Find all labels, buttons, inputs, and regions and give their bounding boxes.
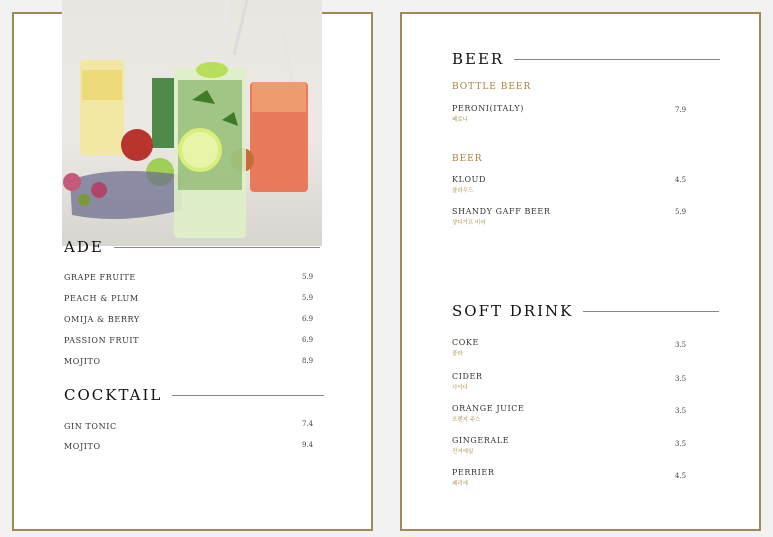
ade-item-price: 5.9 [302, 273, 314, 281]
soft-item-korean: 진저에일 [452, 449, 474, 455]
beer-item-price: 4.5 [675, 176, 687, 184]
cocktail-item-name: GIN TONIC [64, 422, 117, 431]
beer-item-price: 7.9 [675, 106, 687, 114]
ade-item-price: 8.9 [302, 357, 314, 365]
beer-title-text: BEER [452, 50, 505, 68]
soft-item-name: CIDER [452, 372, 483, 381]
soft-item-price: 4.5 [675, 472, 687, 480]
soft-item-price: 3.5 [675, 407, 687, 415]
ade-item-price: 5.9 [302, 294, 314, 302]
soft-item-name: PERRIER [452, 468, 495, 477]
soft-item-korean: 오렌지 주스 [452, 417, 481, 423]
ade-title [64, 238, 320, 256]
beer-item-korean: 클라우드 [452, 188, 474, 194]
beer-title [452, 50, 720, 68]
soft-item-price: 3.5 [675, 341, 687, 349]
soft-item-korean: 사이다 [452, 385, 468, 391]
soft-drink-title-rule [583, 311, 719, 312]
beer-title-rule [514, 59, 720, 60]
soft-item-name: COKE [452, 338, 479, 347]
beer-item-price: 5.9 [675, 208, 687, 216]
soft-drink-title-text: SOFT DRINK [452, 302, 574, 320]
beer-heading: BEER [452, 154, 483, 164]
ade-item-price: 6.9 [302, 336, 314, 344]
cocktail-item-price: 7.4 [302, 420, 314, 428]
cocktail-item-name: MOJITO [64, 442, 101, 451]
beer-item-name: KLOUD [452, 175, 487, 184]
ade-item-name: GRAPE FRUITE [64, 273, 136, 282]
ade-item-name: PEACH & PLUM [64, 294, 139, 303]
beer-item-korean: 페로니 [452, 117, 468, 123]
ade-item-price: 6.9 [302, 315, 314, 323]
soft-item-price: 3.5 [675, 440, 687, 448]
beer-item-name: PERONI(ITALY) [452, 104, 524, 113]
cocktail-title-text: COCKTAIL [64, 386, 163, 404]
soft-item-korean: 콜라 [452, 351, 463, 357]
menu-page-right [400, 12, 761, 531]
ade-title-rule [114, 247, 320, 248]
ade-item-name: MOJITO [64, 357, 101, 366]
menu-page-left [12, 12, 373, 531]
soft-item-korean: 페리에 [452, 481, 468, 487]
beer-item-name: SHANDY GAFF BEER [452, 207, 551, 216]
soft-item-price: 3.5 [675, 375, 687, 383]
soft-drink-title [452, 302, 719, 320]
beer-item-korean: 샹디가프 비어 [452, 220, 486, 226]
cocktail-title-rule [172, 395, 324, 396]
cocktail-title [64, 386, 324, 404]
cocktail-item-price: 9.4 [302, 441, 314, 449]
ade-item-name: OMIJA & BERRY [64, 315, 140, 324]
ade-title-text: ADE [64, 238, 104, 256]
soft-item-name: ORANGE JUICE [452, 404, 525, 413]
soft-item-name: GINGERALE [452, 436, 510, 445]
bottle-beer-heading: BOTTLE BEER [452, 82, 532, 92]
ade-item-name: PASSION FRUIT [64, 336, 140, 345]
drinks-photo [62, 0, 322, 246]
